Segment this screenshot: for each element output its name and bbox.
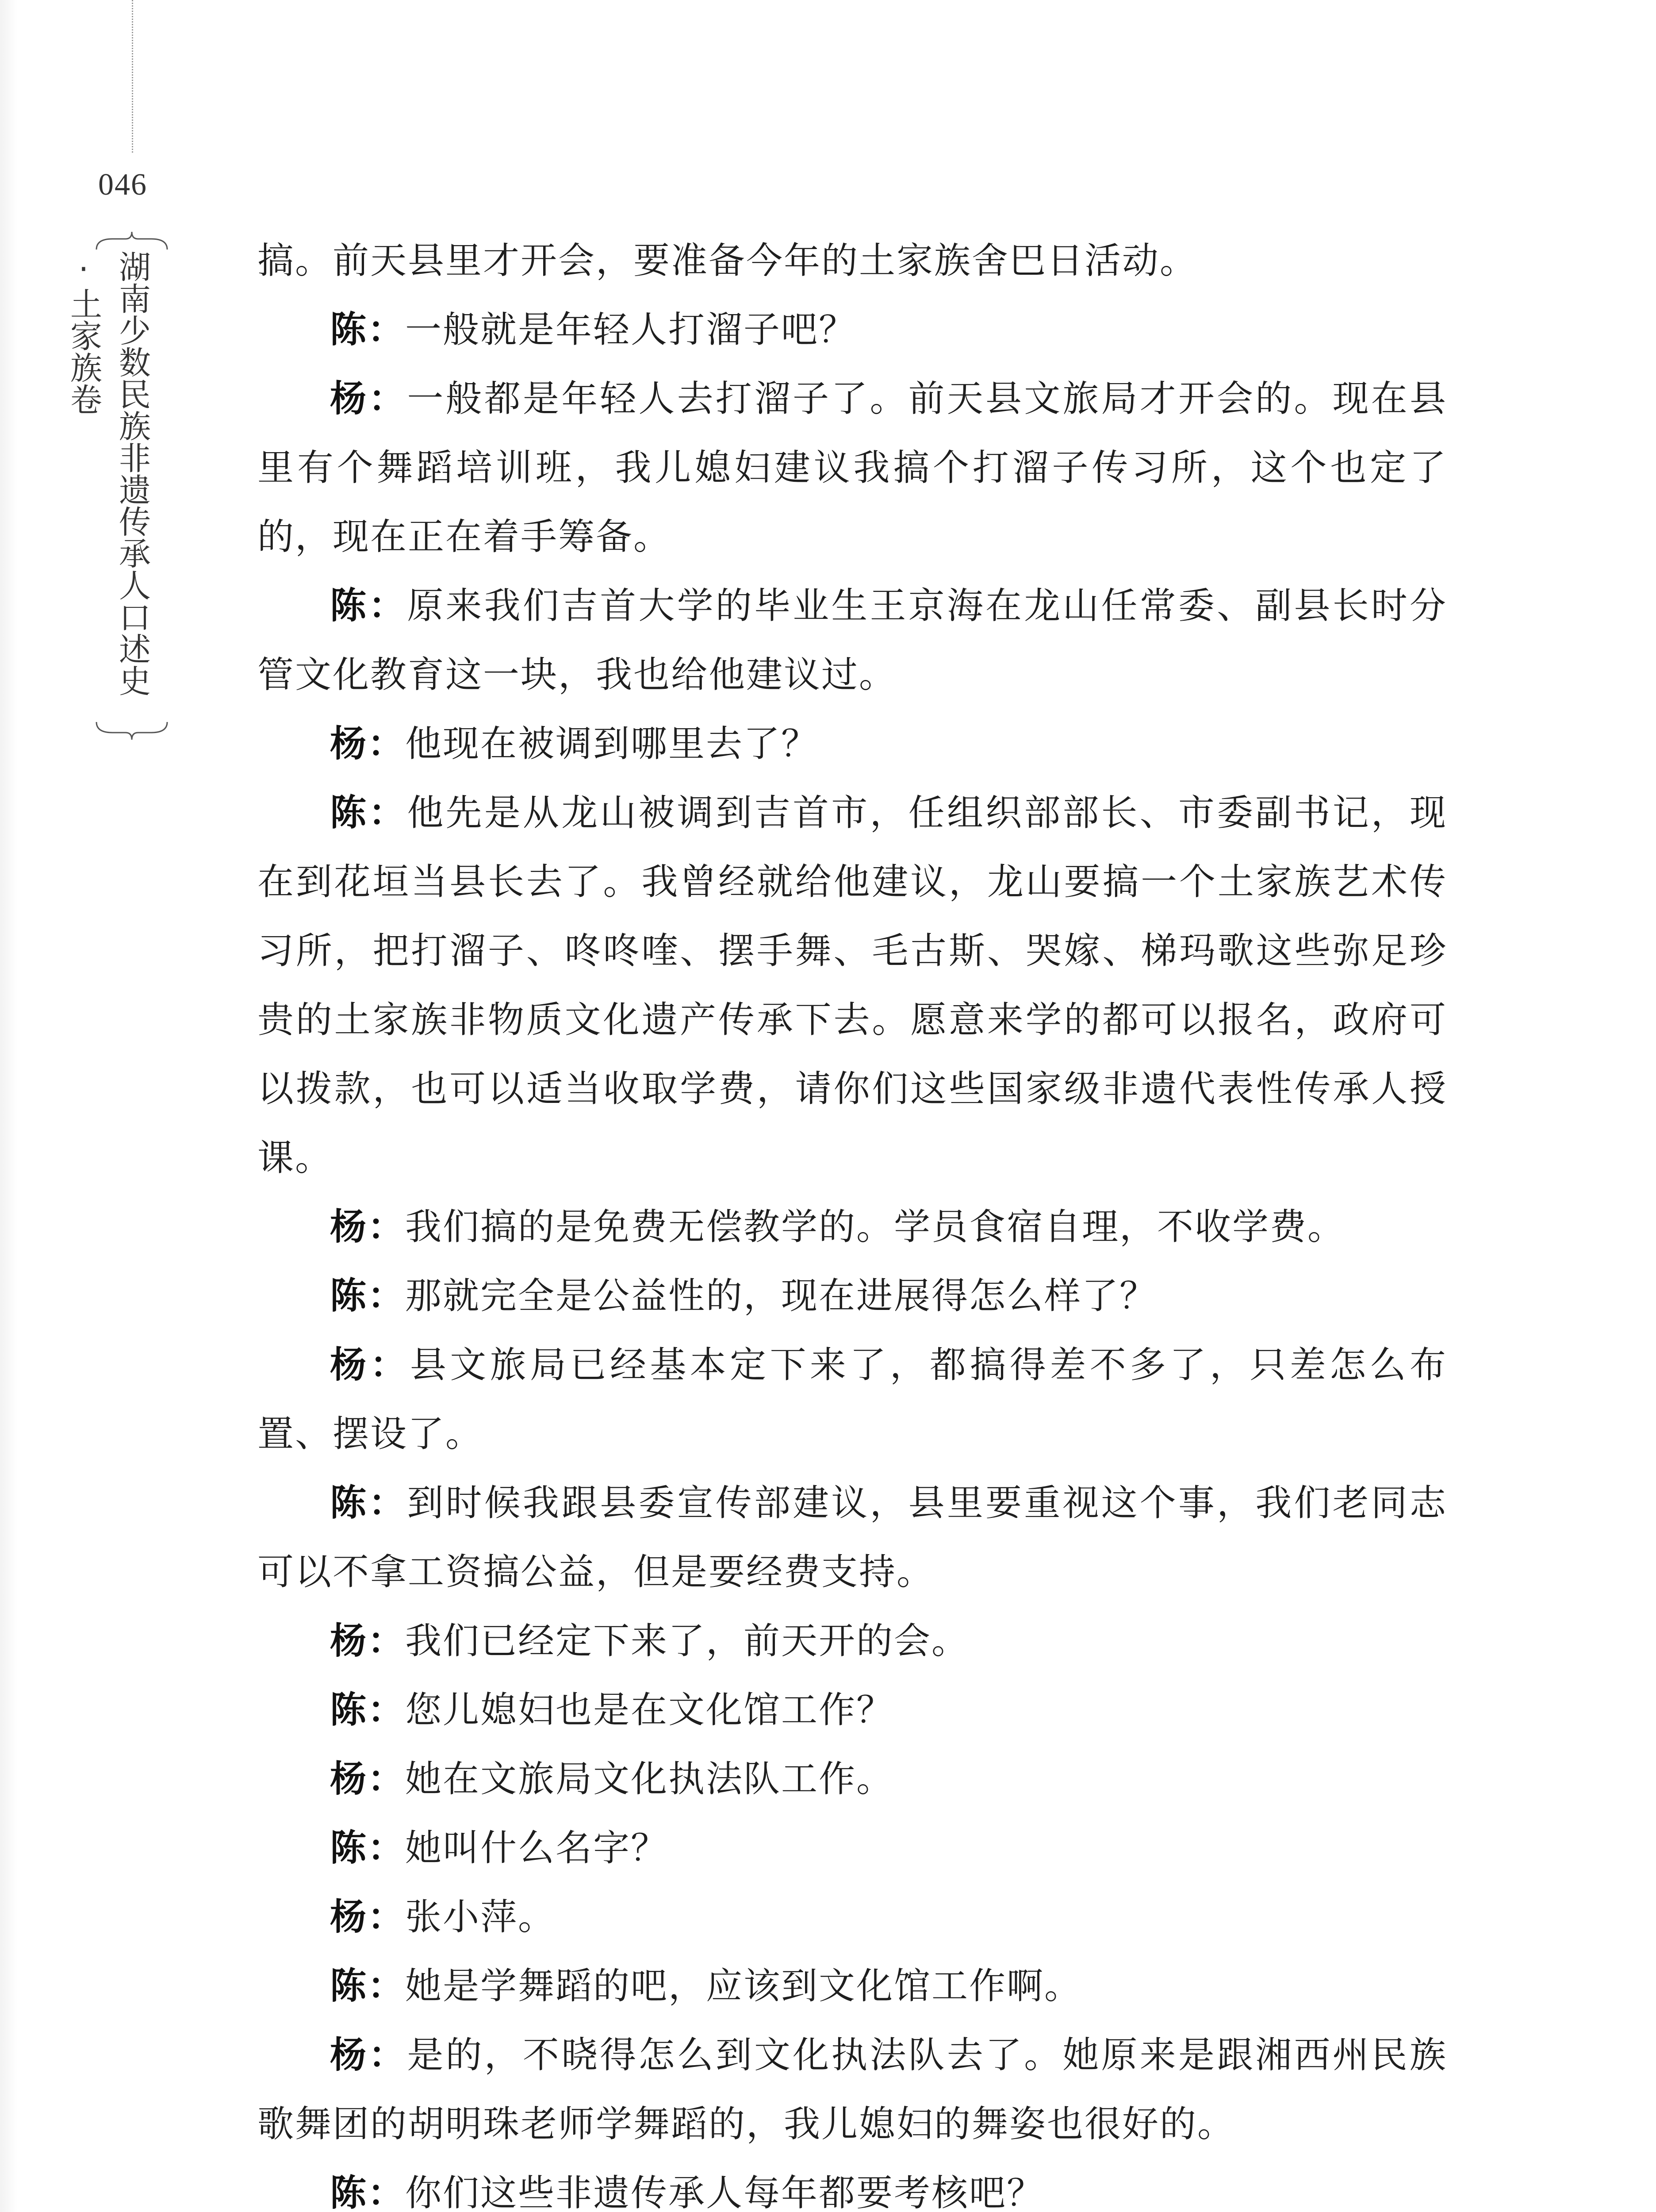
speaker-label: 杨： — [330, 378, 407, 420]
paragraph — [257, 2159, 1447, 2212]
margin-dotted-line — [132, 0, 133, 153]
speaker-label: 陈： — [330, 792, 407, 834]
paragraph-text: 那就完全是公益性的，现在进展得怎么样了？ — [405, 1275, 1158, 1317]
paragraph-text: 他先是从龙山被调到吉首市，任组织部部长、市委副书记，现在到花垣当县长去了。我曾经就给他建议，龙山要搞一个土家族艺术传习所，把打溜子、咚咚喹、摆手舞、毛古斯、哭嫁、梯玛歌这些弥足珍贵的土家族非物质文化遗产传承下去。愿意来学的都可以报名，政府可以拨款，也可以适当收取学费，请你们这些国家级非遗代表性传承人授课。 — [257, 792, 1447, 1179]
paragraph — [257, 779, 1447, 1193]
bracket-top-icon — [95, 229, 169, 251]
paragraph-text: 我们搞的是免费无偿教学的。学员食宿自理，不收学费。 — [405, 1206, 1346, 1248]
paragraph — [257, 227, 1447, 296]
paragraph-text: 原来我们吉首大学的毕业生王京海在龙山任常委、副县长时分管文化教育这一块，我也给他建议过。 — [257, 585, 1447, 696]
speaker-label: 陈： — [330, 1965, 406, 2007]
body-text — [257, 227, 1447, 2212]
speaker-label: 杨： — [330, 723, 406, 765]
paragraph-text: 她在文旅局文化执法队工作。 — [405, 1758, 894, 1800]
paragraph-text: 张小萍。 — [405, 1896, 556, 1938]
paragraph — [257, 1469, 1447, 1607]
running-head: 湖南少数民族非遗传承人口述史·土家族卷 — [65, 250, 151, 696]
paragraph-text: 一般都是年轻人去打溜子了。前天县文旅局才开会的。现在县里有个舞蹈培训班，我儿媳妇建议我搞个打溜子传习所，这个也定了的，现在正在着手筹备。 — [257, 378, 1447, 558]
paragraph — [257, 1193, 1447, 1262]
page-number: 046 — [98, 168, 147, 202]
paragraph — [257, 1952, 1447, 2021]
paragraph-text: 她叫什么名字？ — [405, 1827, 669, 1869]
paragraph — [257, 296, 1447, 365]
speaker-label: 陈： — [330, 2172, 406, 2212]
paragraph — [257, 2021, 1447, 2159]
paragraph — [257, 1676, 1447, 1745]
paragraph — [257, 365, 1447, 572]
paragraph-text: 他现在被调到哪里去了？ — [405, 723, 819, 765]
speaker-label: 陈： — [330, 1827, 406, 1869]
speaker-label: 杨： — [330, 2034, 407, 2076]
speaker-label: 陈： — [330, 585, 407, 627]
paragraph — [257, 1262, 1447, 1331]
speaker-label: 杨： — [330, 1896, 406, 1938]
paragraph — [257, 710, 1447, 779]
running-head-block — [65, 229, 169, 742]
paragraph — [257, 1814, 1447, 1883]
speaker-label: 杨： — [330, 1206, 406, 1248]
speaker-label: 杨： — [330, 1758, 406, 1800]
speaker-label: 陈： — [330, 1482, 407, 1524]
paragraph — [257, 572, 1447, 710]
speaker-label: 陈： — [330, 1689, 406, 1731]
paragraph-text: 您儿媳妇也是在文化馆工作？ — [405, 1689, 894, 1731]
page-gutter-shadow — [0, 0, 18, 2212]
paragraph-text: 到时候我跟县委宣传部建议，县里要重视这个事，我们老同志可以不拿工资搞公益，但是要经费支持。 — [257, 1482, 1447, 1593]
paragraph-text: 我们已经定下来了，前天开的会。 — [405, 1620, 970, 1662]
speaker-label: 杨： — [330, 1620, 406, 1662]
paragraph-text: 搞。前天县里才开会，要准备今年的土家族舍巴日活动。 — [257, 240, 1198, 282]
speaker-label: 杨： — [330, 1344, 410, 1386]
paragraph-text: 你们这些非遗传承人每年都要考核吧？ — [405, 2172, 1045, 2212]
paragraph — [257, 1745, 1447, 1814]
speaker-label: 陈： — [330, 1275, 406, 1317]
speaker-label: 陈： — [330, 309, 406, 351]
paragraph — [257, 1607, 1447, 1676]
paragraph-text: 县文旅局已经基本定下来了，都搞得差不多了，只差怎么布置、摆设了。 — [257, 1344, 1447, 1455]
paragraph-text: 是的，不晓得怎么到文化执法队去了。她原来是跟湘西州民族歌舞团的胡明珠老师学舞蹈的，我儿媳妇的舞姿也很好的。 — [257, 2034, 1447, 2145]
bracket-bottom-icon — [95, 720, 169, 742]
paragraph — [257, 1883, 1447, 1952]
paragraph — [257, 1331, 1447, 1469]
paragraph-text: 一般就是年轻人打溜子吧？ — [405, 309, 857, 351]
paragraph-text: 她是学舞蹈的吧，应该到文化馆工作啊。 — [405, 1965, 1082, 2007]
